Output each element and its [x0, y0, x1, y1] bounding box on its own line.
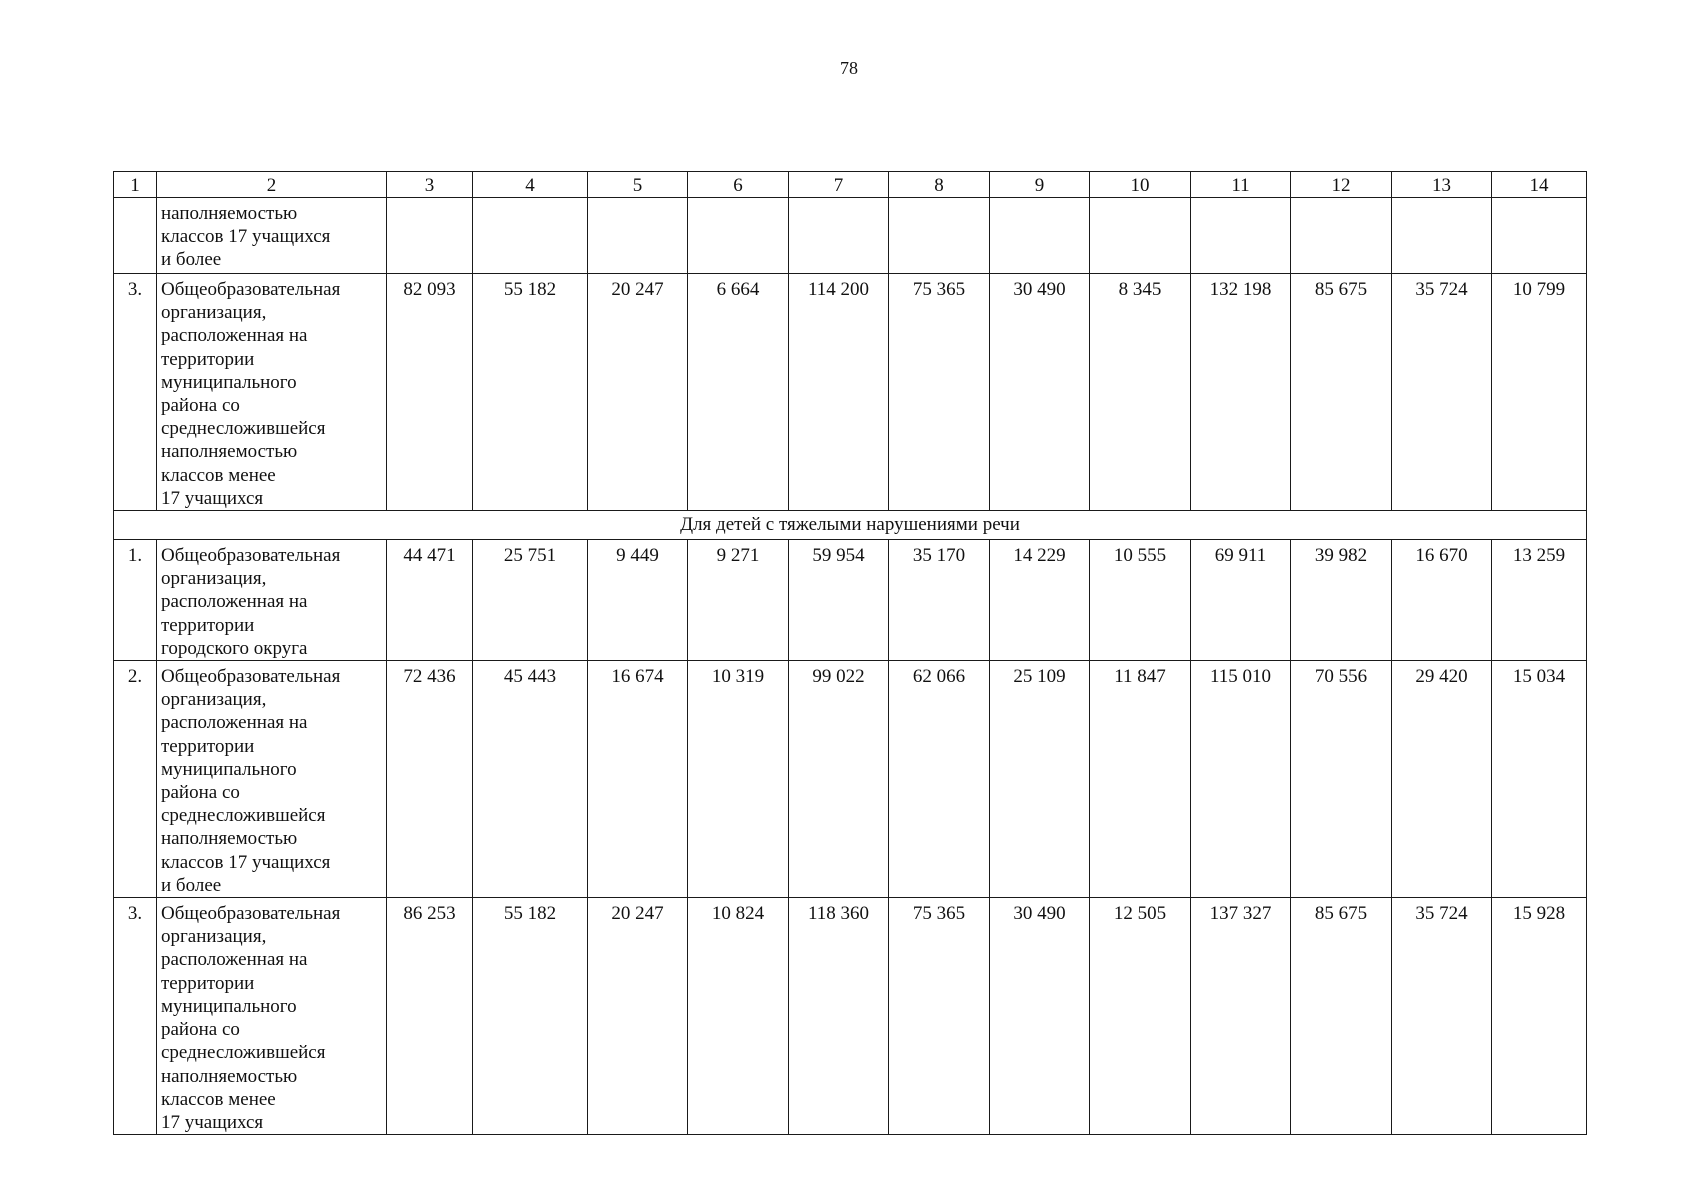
value-cell: 137 327: [1191, 898, 1291, 1135]
page-number: 78: [840, 58, 858, 78]
value-cell: 14 229: [990, 540, 1090, 661]
table-row-continuation: [114, 198, 1587, 274]
value-cell: 114 200: [789, 274, 889, 511]
value-cell: 55 182: [473, 898, 588, 1135]
row-description: наполняемостью классов 17 учащихся и более: [157, 198, 387, 274]
value-cell: 6 664: [688, 274, 789, 511]
header-row: [114, 172, 1587, 198]
row-number-cell: 3.: [114, 898, 157, 1135]
value-cell: 30 490: [990, 274, 1090, 511]
value-cell: 20 247: [588, 274, 688, 511]
value-cell: 20 247: [588, 898, 688, 1135]
value-cell: 8 345: [1090, 274, 1191, 511]
value-cell: 44 471: [387, 540, 473, 661]
row-description: Общеобразовательная организация, расположенная на территории муниципального района со среднесложившейся наполняемостью классов 17 учащихся и более: [157, 661, 387, 898]
header-cell: 11: [1191, 172, 1291, 198]
value-cell: 82 093: [387, 274, 473, 511]
header-cell: 5: [588, 172, 688, 198]
header-cell: 4: [473, 172, 588, 198]
value-cell: 16 674: [588, 661, 688, 898]
value-cell: 45 443: [473, 661, 588, 898]
value-cell: 99 022: [789, 661, 889, 898]
value-cell: 86 253: [387, 898, 473, 1135]
row-description: Общеобразовательная организация, расположенная на территории городского округа: [157, 540, 387, 661]
header-cell: 1: [114, 172, 157, 198]
header-cell: 8: [889, 172, 990, 198]
header-cell: 12: [1291, 172, 1392, 198]
value-cell: 30 490: [990, 898, 1090, 1135]
value-cell: 59 954: [789, 540, 889, 661]
value-cell: 132 198: [1191, 274, 1291, 511]
value-cell: 16 670: [1392, 540, 1492, 661]
value-cell: 75 365: [889, 898, 990, 1135]
row-number-cell: [114, 198, 157, 274]
value-cell: 118 360: [789, 898, 889, 1135]
value-cell: 25 109: [990, 661, 1090, 898]
value-cell: 10 799: [1492, 274, 1587, 511]
value-cell: 12 505: [1090, 898, 1191, 1135]
section-title: Для детей с тяжелыми нарушениями речи: [114, 511, 1587, 540]
value-cell: 9 271: [688, 540, 789, 661]
section-row: [114, 511, 1587, 540]
header-cell: 13: [1392, 172, 1492, 198]
header-cell: 7: [789, 172, 889, 198]
value-cell: 29 420: [1392, 661, 1492, 898]
header-cell: 14: [1492, 172, 1587, 198]
row-number-cell: 1.: [114, 540, 157, 661]
header-cell: 10: [1090, 172, 1191, 198]
value-cell: 115 010: [1191, 661, 1291, 898]
value-cell: 62 066: [889, 661, 990, 898]
value-cell: 55 182: [473, 274, 588, 511]
value-cell: 35 724: [1392, 274, 1492, 511]
value-cell: 15 928: [1492, 898, 1587, 1135]
value-cell: 10 319: [688, 661, 789, 898]
value-cell: 72 436: [387, 661, 473, 898]
value-cell: 39 982: [1291, 540, 1392, 661]
table-row: [114, 274, 1587, 511]
value-cell: 13 259: [1492, 540, 1587, 661]
table-row: [114, 661, 1587, 898]
value-cell: 25 751: [473, 540, 588, 661]
row-number-cell: 3.: [114, 274, 157, 511]
value-cell: 69 911: [1191, 540, 1291, 661]
row-description: Общеобразовательная организация, расположенная на территории муниципального района со среднесложившейся наполняемостью классов менее 17 учащихся: [157, 898, 387, 1135]
row-number-cell: 2.: [114, 661, 157, 898]
header-cell: 3: [387, 172, 473, 198]
value-cell: 75 365: [889, 274, 990, 511]
value-cell: 85 675: [1291, 274, 1392, 511]
header-cell: 9: [990, 172, 1090, 198]
value-cell: 10 824: [688, 898, 789, 1135]
header-cell: 2: [157, 172, 387, 198]
row-description: Общеобразовательная организация, расположенная на территории муниципального района со среднесложившейся наполняемостью классов менее 17 учащихся: [157, 274, 387, 511]
value-cell: 35 724: [1392, 898, 1492, 1135]
data-table: [113, 171, 1587, 1135]
value-cell: 10 555: [1090, 540, 1191, 661]
value-cell: 15 034: [1492, 661, 1587, 898]
value-cell: 35 170: [889, 540, 990, 661]
value-cell: 85 675: [1291, 898, 1392, 1135]
table-row: [114, 540, 1587, 661]
value-cell: 9 449: [588, 540, 688, 661]
table-row: [114, 898, 1587, 1135]
value-cell: 11 847: [1090, 661, 1191, 898]
header-cell: 6: [688, 172, 789, 198]
value-cell: 70 556: [1291, 661, 1392, 898]
